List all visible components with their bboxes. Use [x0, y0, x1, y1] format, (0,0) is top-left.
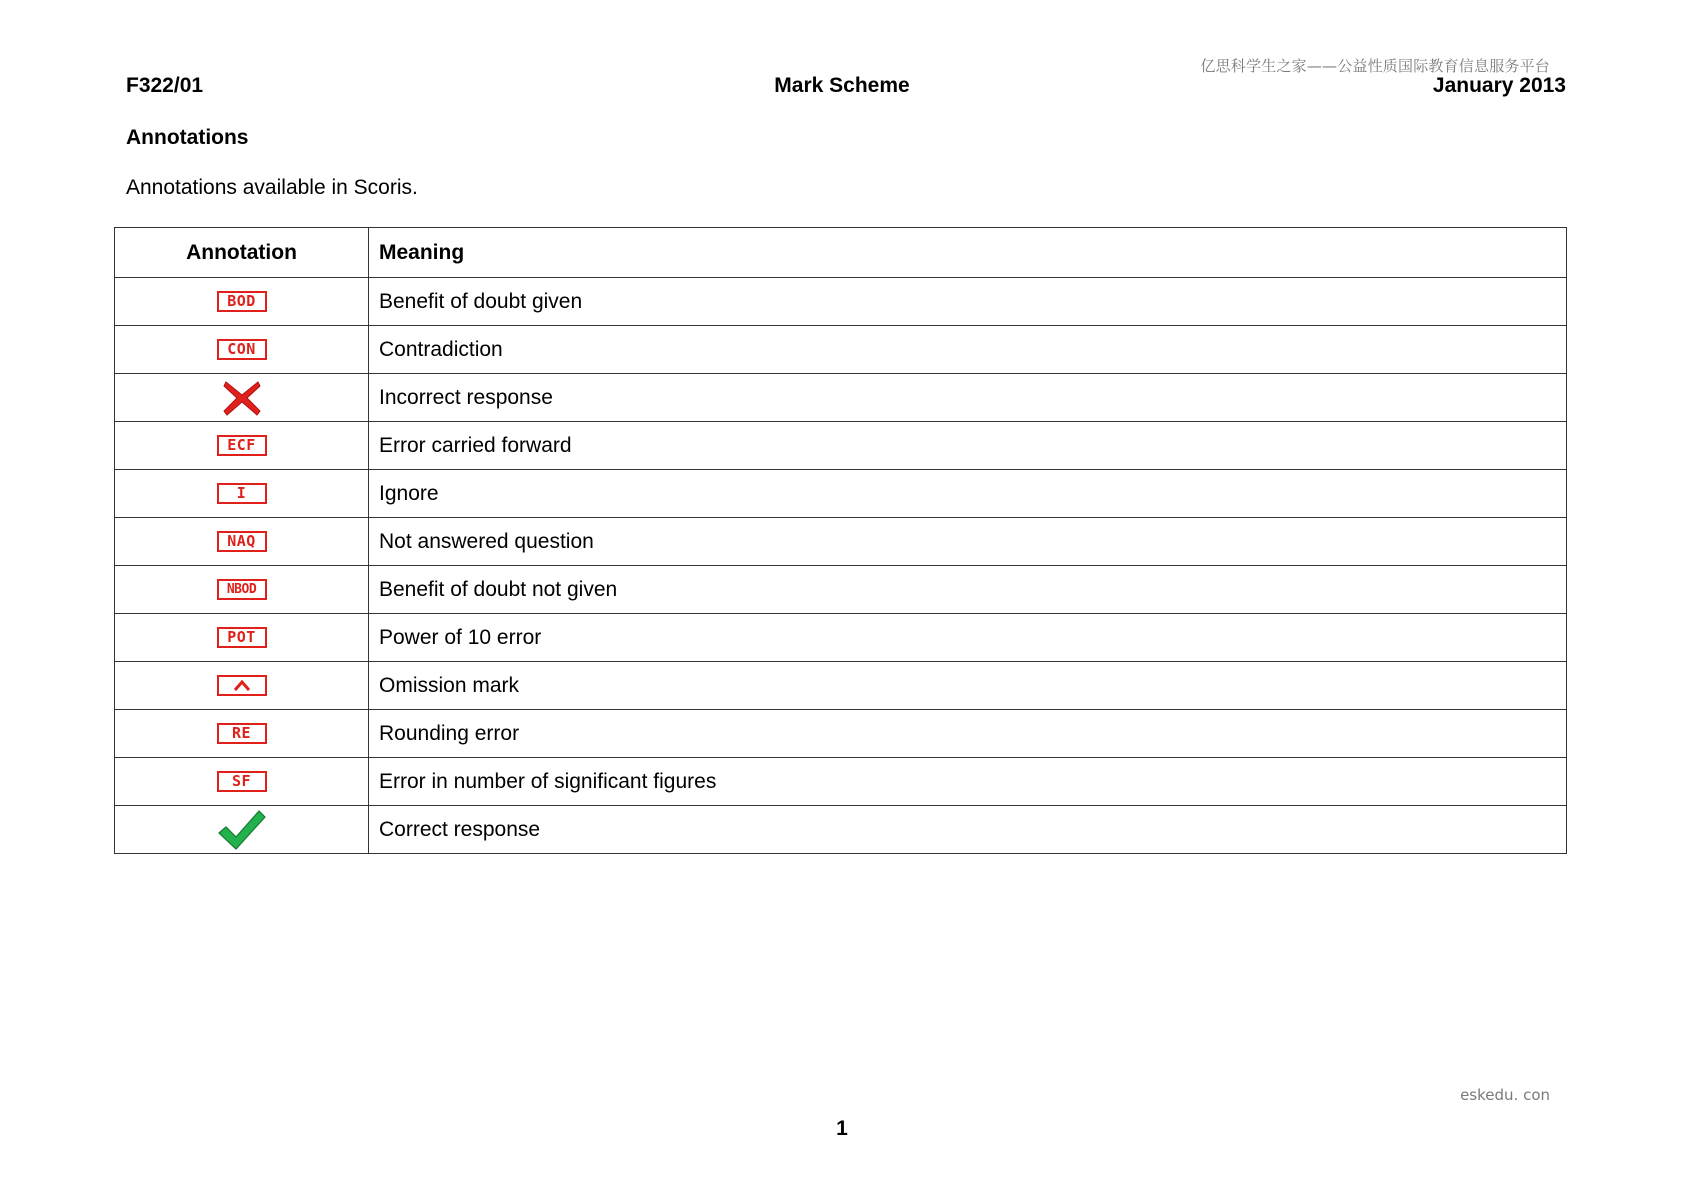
table-row	[115, 470, 1567, 518]
omission-caret-icon	[217, 675, 267, 696]
table-row	[115, 662, 1567, 710]
watermark-top: 亿思科学生之家——公益性质国际教育信息服务平台	[1200, 57, 1550, 75]
row-meaning: Benefit of doubt given	[369, 278, 1567, 326]
section-intro: Annotations available in Scoris.	[126, 176, 418, 199]
row-meaning: Incorrect response	[369, 374, 1567, 422]
re-stamp-icon: RE	[217, 723, 267, 744]
row-meaning: Ignore	[369, 470, 1567, 518]
naq-stamp-icon: NAQ	[217, 531, 267, 552]
header-meaning: Meaning	[369, 228, 1567, 278]
row-meaning: Benefit of doubt not given	[369, 566, 1567, 614]
row-meaning: Omission mark	[369, 662, 1567, 710]
table-row	[115, 710, 1567, 758]
row-meaning: Correct response	[369, 806, 1567, 854]
nbod-stamp-icon: NBOD	[217, 579, 267, 600]
bod-stamp-icon: BOD	[217, 291, 267, 312]
ignore-stamp-icon: I	[217, 483, 267, 504]
row-meaning: Error in number of significant figures	[369, 758, 1567, 806]
table-row	[115, 806, 1567, 854]
table-row	[115, 278, 1567, 326]
table-row	[115, 518, 1567, 566]
document-code: F322/01	[126, 74, 204, 97]
table-row	[115, 614, 1567, 662]
row-meaning: Not answered question	[369, 518, 1567, 566]
document-date: January 2013	[1432, 74, 1566, 97]
table-row	[115, 758, 1567, 806]
table-row	[115, 566, 1567, 614]
row-meaning: Contradiction	[369, 326, 1567, 374]
row-meaning: Power of 10 error	[369, 614, 1567, 662]
row-meaning: Rounding error	[369, 710, 1567, 758]
table-row	[115, 374, 1567, 422]
document-title: Mark Scheme	[774, 74, 910, 97]
table-header-row	[115, 228, 1567, 278]
con-stamp-icon: CON	[217, 339, 267, 360]
sf-stamp-icon: SF	[217, 771, 267, 792]
table-row	[115, 326, 1567, 374]
ecf-stamp-icon: ECF	[217, 435, 267, 456]
page-number: 1	[836, 1117, 848, 1140]
header-annotation: Annotation	[115, 228, 369, 278]
annotations-table	[114, 227, 1567, 854]
row-meaning: Error carried forward	[369, 422, 1567, 470]
watermark-bottom: eskedu. con	[1460, 1086, 1550, 1104]
red-cross-icon	[222, 379, 262, 417]
section-title: Annotations	[126, 126, 249, 149]
pot-stamp-icon: POT	[217, 627, 267, 648]
green-tick-icon	[217, 809, 267, 851]
table-row	[115, 422, 1567, 470]
